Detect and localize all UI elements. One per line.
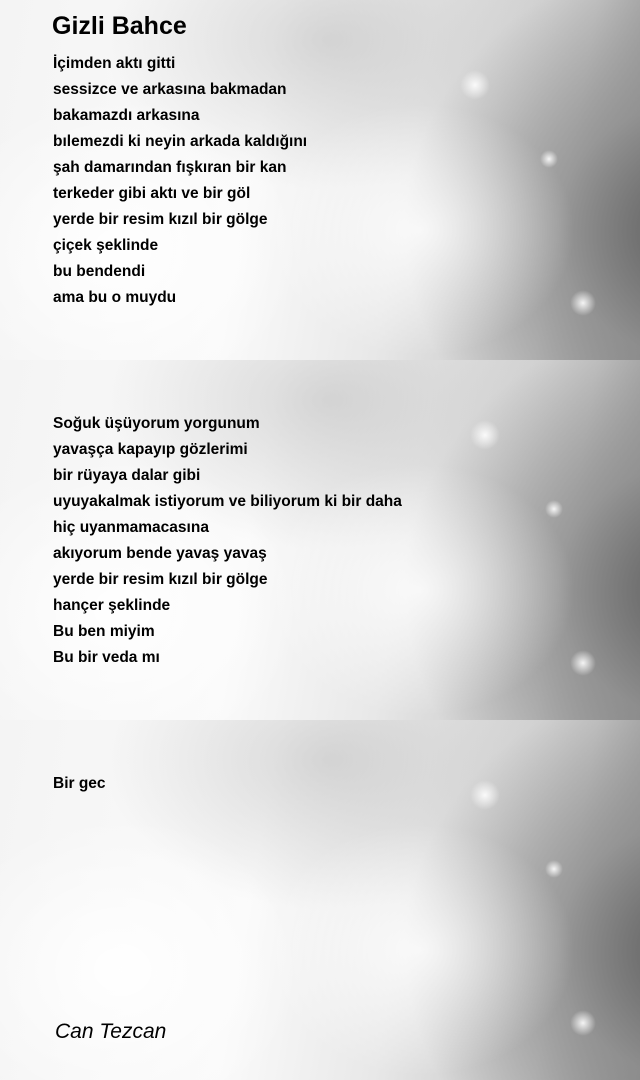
poem-line: Bu bir veda mı — [53, 649, 160, 666]
poem-line: bakamazdı arkasına — [53, 107, 200, 124]
poem-line: İçimden aktı gitti — [53, 55, 176, 72]
bokeh-light — [570, 290, 596, 316]
poem-title: Gizli Bahce — [52, 12, 187, 40]
poem-line: bu bendendi — [53, 263, 146, 280]
poem-line: yerde bir resim kızıl bir gölge — [53, 571, 268, 588]
poem-line: şah damarından fışkıran bir kan — [53, 159, 287, 176]
poem-card-3 — [0, 720, 640, 1080]
poem-card-2 — [0, 360, 640, 720]
poem-line: bılemezdi ki neyin arkada kaldığını — [53, 133, 308, 150]
poem-line: terkeder gibi aktı ve bir göl — [53, 185, 251, 202]
poem-line: hançer şeklinde — [53, 597, 171, 614]
bokeh-light — [570, 650, 596, 676]
poem-line: sessizce ve arkasına bakmadan — [53, 81, 287, 98]
bokeh-light — [540, 150, 558, 168]
bokeh-light — [545, 500, 563, 518]
poem-line: bir rüyaya dalar gibi — [53, 467, 201, 484]
bokeh-light — [460, 70, 490, 100]
author-name: Can Tezcan — [55, 1020, 167, 1043]
poem-line: yerde bir resim kızıl bir gölge — [53, 211, 268, 228]
poem-card-1 — [0, 0, 640, 360]
bokeh-light — [545, 860, 563, 878]
poem-line: Soğuk üşüyorum yorgunum — [53, 415, 260, 432]
bokeh-light — [470, 780, 500, 810]
bokeh-light — [570, 1010, 596, 1036]
poem-line: çiçek şeklinde — [53, 237, 159, 254]
stanza-2 — [53, 411, 402, 671]
stanza-3 — [53, 771, 106, 797]
poem-line: ama bu o muydu — [53, 289, 177, 306]
bokeh-light — [470, 420, 500, 450]
poem-line: Bu ben miyim — [53, 623, 155, 640]
poem-line: yavaşça kapayıp gözlerimi — [53, 441, 248, 458]
poem-line: akıyorum bende yavaş yavaş — [53, 545, 267, 562]
poem-line: hiç uyanmamacasına — [53, 519, 209, 536]
poem-line: uyuyakalmak istiyorum ve biliyorum ki bir daha — [53, 493, 402, 510]
poem-line: Bir gec — [53, 775, 106, 792]
stanza-1 — [53, 51, 307, 311]
